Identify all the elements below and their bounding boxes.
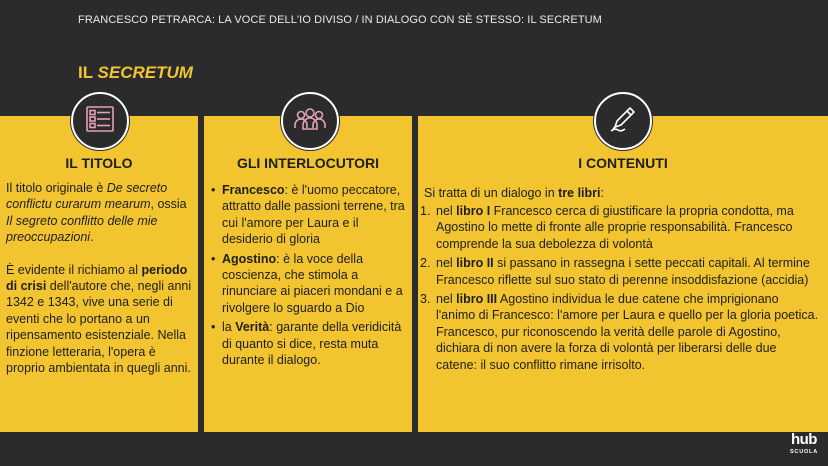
people-icon xyxy=(293,104,327,139)
list-item: • Agostino: è la voce della coscienza, che stimola a rinunciare ai piaceri mondani e a rivolgere lo sguardo a Dio xyxy=(211,251,403,315)
slide-title-prefix: IL xyxy=(78,63,98,82)
column-heading-titolo: IL TITOLO xyxy=(65,155,133,171)
titolo-body xyxy=(6,180,192,392)
list-item: 3. nel libro III Agostino individua le due catene che imprigionano l'animo di Francesco: l'amore per Laura e quello per la gloria poetica. Francesco, pur riconoscendo la verità delle parole di Agostino, dichiara di non avere la forza di volontà per liberarsi delle due catene: il suo conflitto rimane irrisolto. xyxy=(420,292,819,372)
list-item: 2. nel libro II si passano in rassegna i sette peccati capitali. Al termine Francesco riflette sul suo stato di perenne insoddisfazione (accidia) xyxy=(420,256,810,287)
list-item: • Francesco: è l'uomo peccatore, attratto dalle passioni terrene, tra cui l'amore per Laura e il desiderio di gloria xyxy=(211,183,405,247)
contenuti-intro: Si tratta di un dialogo in tre libri: xyxy=(424,186,604,200)
logo-hub: hub xyxy=(790,431,817,448)
interlocutori-body xyxy=(210,182,408,371)
list-icon xyxy=(85,104,115,139)
list-item: • la Verità: garante della veridicità di quanto si dice, resta muta durante il dialogo. xyxy=(211,320,402,368)
column-heading-interlocutori: GLI INTERLOCUTORI xyxy=(236,155,380,171)
interlocutori-icon-circle xyxy=(281,92,339,150)
logo-scuola: SCUOLA xyxy=(789,449,818,455)
header-title: FRANCESCO PETRARCA: LA VOCE DELL'IO DIVISO / IN DIALOGO CON SÈ STESSO: IL SECRETUM xyxy=(78,14,602,26)
titolo-icon-circle xyxy=(71,92,129,150)
hub-scuola-logo xyxy=(790,432,818,456)
slide-title xyxy=(78,63,193,83)
panel-interlocutori xyxy=(204,116,412,432)
contenuti-list xyxy=(420,203,820,376)
pen-icon xyxy=(608,104,638,139)
interlocutori-list xyxy=(210,182,408,368)
list-item: 1. nel libro I Francesco cerca di giustificare la propria condotta, ma Agostino lo mette di fronte alle proprie responsabilità. Francesco comprende la sua debolezza di volontà xyxy=(420,204,794,251)
panel-titolo xyxy=(0,116,198,432)
slide-title-italic: SECRETUM xyxy=(97,63,193,82)
panel-contenuti xyxy=(418,116,828,432)
titolo-paragraph-2: È evidente il richiamo al periodo di crisi dell'autore che, negli anni 1342 e 1343, vive una serie di eventi che lo portano a un ripensamento esistenziale. Nella finzione letteraria, l'opera è proprio ambientata in quegli anni. xyxy=(6,262,192,376)
titolo-paragraph-1: Il titolo originale è De secreto conflictu curarum mearum, ossia Il segreto conflitto delle mie preoccupazioni. xyxy=(6,181,187,245)
column-heading-contenuti: I CONTENUTI xyxy=(578,155,668,171)
contenuti-icon-circle xyxy=(594,92,652,150)
